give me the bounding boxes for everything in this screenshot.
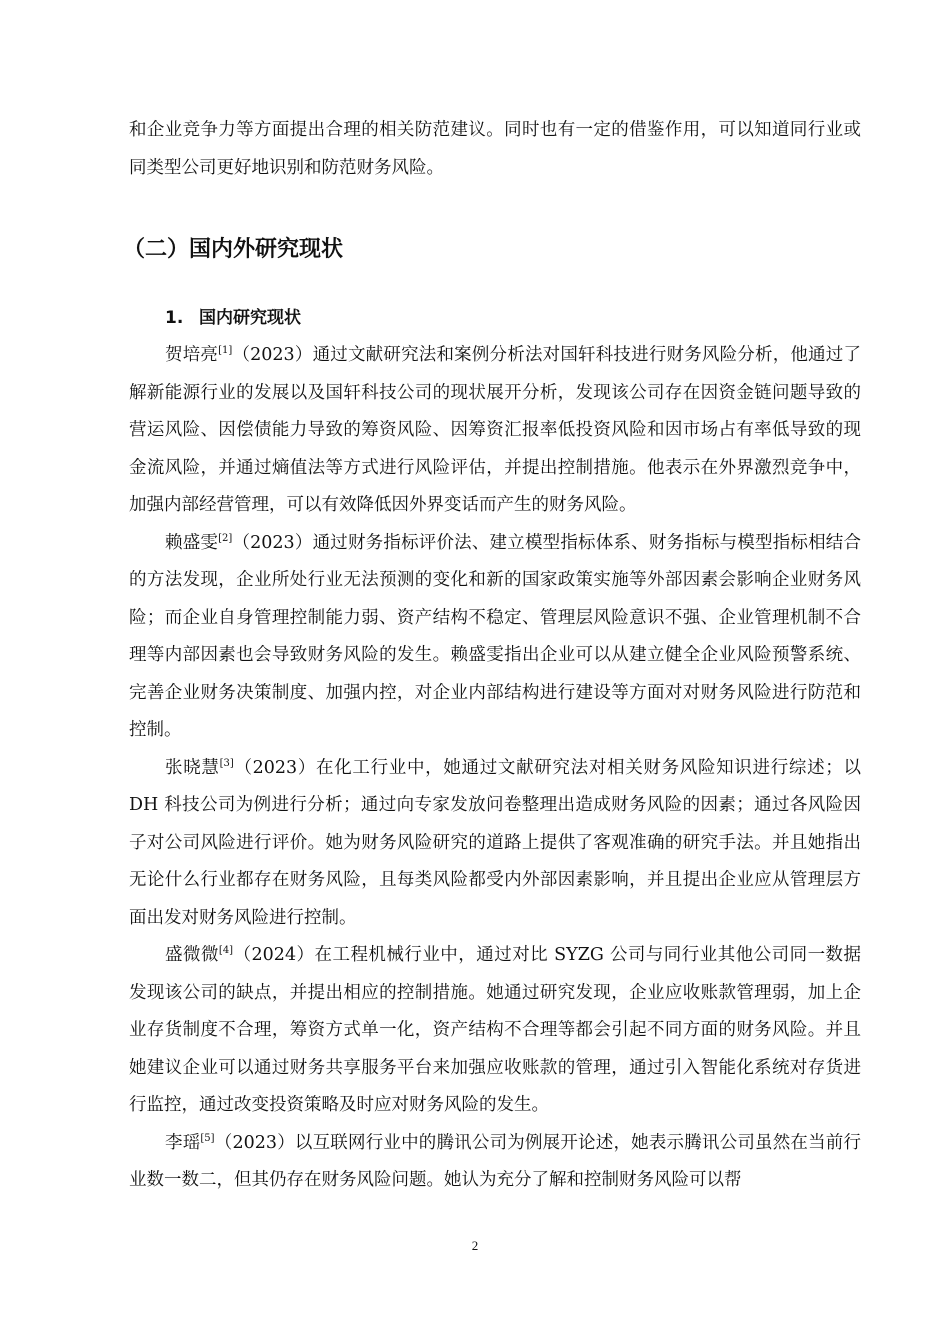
paragraph-text: （2023）在化工行业中，她通过文献研究法对相关财务风险知识进行综述；以 DH 科技公司为例进行分析；通过向专家发放问卷整理出造成财务风险的因素；通过各风险因子对公司风险进行评价。她为财务风险研究的道路上提供了客观准确的研究手法。并且她指出无论什么行业都存在财务风险，且每类风险都受内外部因素影响，并且提出企业应从管理层方面出发对财务风险进行控制。 xyxy=(129,757,861,928)
page-content xyxy=(123,112,862,1200)
author-name: 贺培亮 xyxy=(165,345,219,365)
author-name: 赖盛雯 xyxy=(165,532,219,553)
citation-marker: [1] xyxy=(218,345,233,356)
subsection-title: 国内研究现状 xyxy=(199,308,301,328)
subsection-heading xyxy=(165,303,861,333)
paragraph-3 xyxy=(129,750,861,938)
paragraph-2 xyxy=(129,525,861,750)
paragraph-1 xyxy=(129,337,861,525)
subsection-number: 1. xyxy=(165,308,184,328)
citation-marker: [4] xyxy=(218,945,234,956)
author-name: 盛微微 xyxy=(165,945,219,965)
paragraph-text: （2023）通过文献研究法和案例分析法对国轩科技进行财务风险分析，他通过了解新能源行业的发展以及国轩科技公司的现状展开分析，发现该公司存在因资金链问题导致的营运风险、因偿债能力导致的筹资风险、因筹资汇报率低投资风险和因市场占有率低导致的现金流风险，并通过熵值法等方式进行风险评估，并提出控制措施。他表示在外界激烈竞争中，加强内部经营管理，可以有效降低因外界变话而产生的财务风险。 xyxy=(129,345,861,515)
section-heading: （二）国内外研究现状 xyxy=(123,237,344,262)
citation-marker: [5] xyxy=(200,1132,215,1144)
page-number: 2 xyxy=(471,1238,479,1253)
paragraph-text: （2024）在工程机械行业中，通过对比 SYZG 公司与同行业其他公司同一数据发现该公司的缺点，并提出相应的控制措施。她通过研究发现，企业应收账款管理弱，加上企业存货制度不合理，筹资方式单一化，资产结构不合理等都会引起不同方面的财务风险。并且她建议企业可以通过财务共享服务平台来加强应收账款的管理，通过引入智能化系统对存货进行监控，通过改变投资策略及时应对财务风险的发生。 xyxy=(129,945,862,1115)
paragraph-text: （2023）通过财务指标评价法、建立模型指标体系、财务指标与模型指标相结合的方法发现，企业所处行业无法预测的变化和新的国家政策实施等外部因素会影响企业财务风险；而企业自身管理控制能力弱、资产结构不稳定、管理层风险意识不强、企业管理机制不合理等内部因素也会导致财务风险的发生。赖盛雯指出企业可以从建立健全企业风险预警系统、完善企业财务决策制度、加强内控，对企业内部结构进行建设等方面对对财务风险进行防范和控制。 xyxy=(129,532,861,740)
citation-marker: [2] xyxy=(218,532,233,544)
citation-marker: [3] xyxy=(219,757,234,769)
paragraph-5 xyxy=(129,1125,861,1200)
paragraph-text: （2023）以互联网行业中的腾讯公司为例展开论述，她表示腾讯公司虽然在当前行业数一数二，但其仍存在财务风险问题。她认为充分了解和控制财务风险可以帮 xyxy=(129,1132,861,1190)
paragraph-4 xyxy=(129,937,861,1125)
continuation-paragraph: 和企业竞争力等方面提出合理的相关防范建议。同时也有一定的借鉴作用，可以知道同行业或同类型公司更好地识别和防范财务风险。 xyxy=(129,120,861,178)
author-name: 张晓慧 xyxy=(165,757,220,778)
author-name: 李瑶 xyxy=(165,1132,201,1153)
